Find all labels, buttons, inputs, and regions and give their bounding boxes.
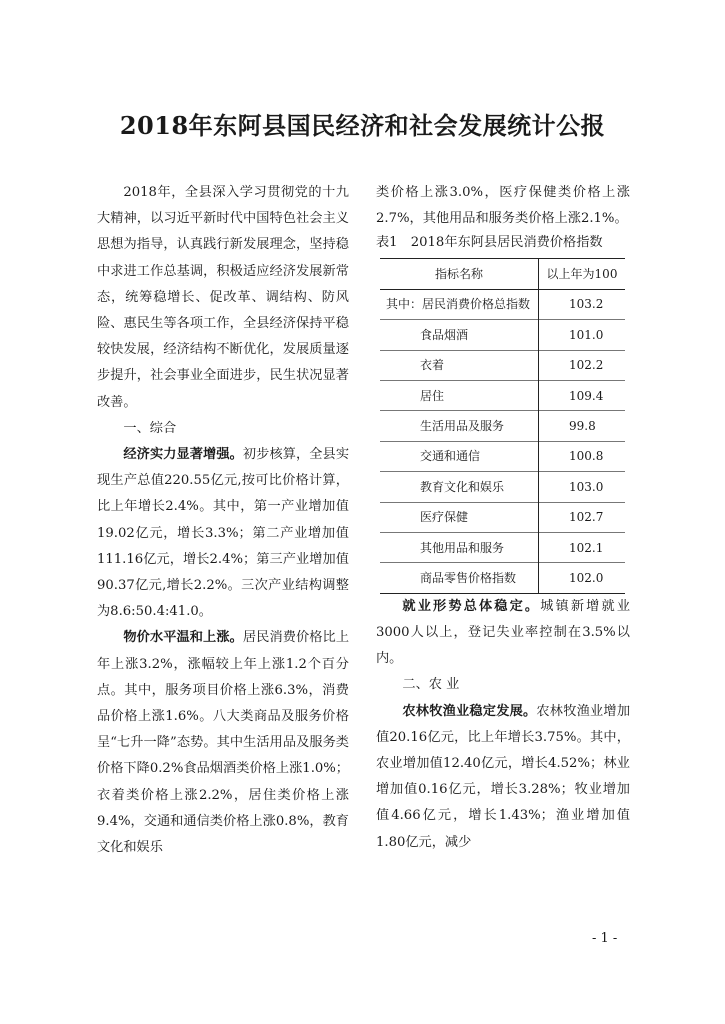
agriculture-lead: 农林牧渔业稳定发展。 — [402, 703, 537, 719]
price-continued: 类价格上涨3.0%，医疗保健类价格上涨2.7%，其他用品和服务类价格上涨2.1%。 — [376, 185, 630, 227]
price-lead: 物价水平温和上涨。 — [123, 630, 243, 646]
table-cell-name: 教育文化和娱乐 — [380, 472, 539, 502]
table-cell-value: 99.8 — [569, 418, 596, 433]
table-cell-name: 食品烟酒 — [380, 320, 539, 350]
table-cell-value: 102.7 — [569, 510, 604, 525]
page-number: - 1 - — [592, 931, 618, 946]
agriculture-paragraph — [376, 699, 630, 856]
employment-text: 城镇新增就业3000人以上，登记失业率控制在3.5%以内。 — [376, 598, 631, 667]
table-cell-value: 102.0 — [569, 570, 604, 585]
table-cell-value: 102.1 — [569, 540, 604, 555]
section-heading-agriculture: 二、农 业 — [402, 677, 460, 693]
section-heading-general: 一、综合 — [123, 420, 177, 436]
table-row — [380, 502, 625, 532]
table-cell-name: 其中：居民消费价格总指数 — [380, 289, 539, 319]
economy-text: 初步核算，全县实现生产总值220.55亿元,按可比价格计算，比上年增长2.4%。其中，第一产业增加值19.02亿元，增长3.3%；第二产业增加值111.16亿元，增长2.4%；第三产业增加值90.37亿元,增长2.2%。三次产业结构调整为8.6:50.4:41.0。 — [97, 447, 350, 620]
table-header-value: 以上年为100 — [546, 267, 618, 281]
economy-lead: 经济实力显著增强。 — [123, 447, 243, 463]
table-cell-value: 109.4 — [569, 388, 604, 403]
table-row — [380, 289, 625, 319]
table-row — [380, 472, 625, 502]
table-row — [380, 441, 625, 471]
price-paragraph — [97, 625, 349, 861]
table-row — [380, 532, 625, 562]
table-cell-name: 衣着 — [380, 350, 539, 380]
employment-paragraph — [376, 594, 630, 673]
left-column — [97, 180, 349, 861]
table-caption: 表1 2018年东阿县居民消费价格指数 — [376, 235, 603, 251]
table-row — [380, 563, 625, 593]
price-text: 居民消费价格比上年上涨3.2%，涨幅较上年上涨1.2个百分点。其中，服务项目价格上涨6.3%，消费品价格上涨1.6%。八大类商品及服务价格呈“七升一降”态势。其中生活用品及服务类价格下降0.2%食品烟酒类价格上涨1.0%；衣着类价格上涨2.2%，居住类价格上涨9.4%，交通和通信类价格上涨0.8%，教育文化和娱乐 — [97, 630, 350, 856]
agriculture-text: 农林牧渔业增加值20.16亿元，比上年增长3.75%。其中，农业增加值12.40亿元，增长4.52%；林业增加值0.16亿元，增长3.28%；牧业增加值4.66亿元，增长1.43%；渔业增加值1.80亿元，减少 — [376, 703, 631, 850]
economy-paragraph — [97, 442, 349, 625]
table-cell-value: 102.2 — [569, 358, 604, 373]
page-title: 2018年东阿县国民经济和社会发展统计公报 — [119, 111, 606, 140]
table-header-name: 指标名称 — [380, 259, 539, 289]
table-cell-value: 103.2 — [569, 297, 604, 312]
table-cell-name: 居住 — [380, 380, 539, 410]
table-row — [380, 411, 625, 441]
table-row — [380, 380, 625, 410]
table-cell-value: 101.0 — [569, 327, 604, 342]
right-column — [376, 180, 630, 856]
table-cell-name: 生活用品及服务 — [380, 411, 539, 441]
table-header-row — [380, 259, 625, 289]
table-cell-value: 100.8 — [569, 449, 604, 464]
table-cell-value: 103.0 — [569, 479, 604, 494]
table-cell-name: 商品零售价格指数 — [380, 563, 539, 593]
table-row — [380, 320, 625, 350]
table-cell-name: 其他用品和服务 — [380, 532, 539, 562]
table-cell-name: 医疗保健 — [380, 502, 539, 532]
table-row — [380, 350, 625, 380]
employment-lead: 就业形势总体稳定。 — [402, 598, 541, 614]
intro-paragraph: 2018年，全县深入学习贯彻党的十九大精神，以习近平新时代中国特色社会主义思想为指导，认真践行新发展理念，坚持稳中求进工作总基调，积极适应经济发展新常态，统筹稳增长、促改革、调结构、防风险、惠民生等各项工作，全县经济保持平稳较快发展，经济结构不断优化，发展质量逐步提升，社会事业全面进步，民生状况显著改善。 — [97, 185, 349, 410]
cpi-table — [380, 258, 625, 593]
table-cell-name: 交通和通信 — [380, 441, 539, 471]
